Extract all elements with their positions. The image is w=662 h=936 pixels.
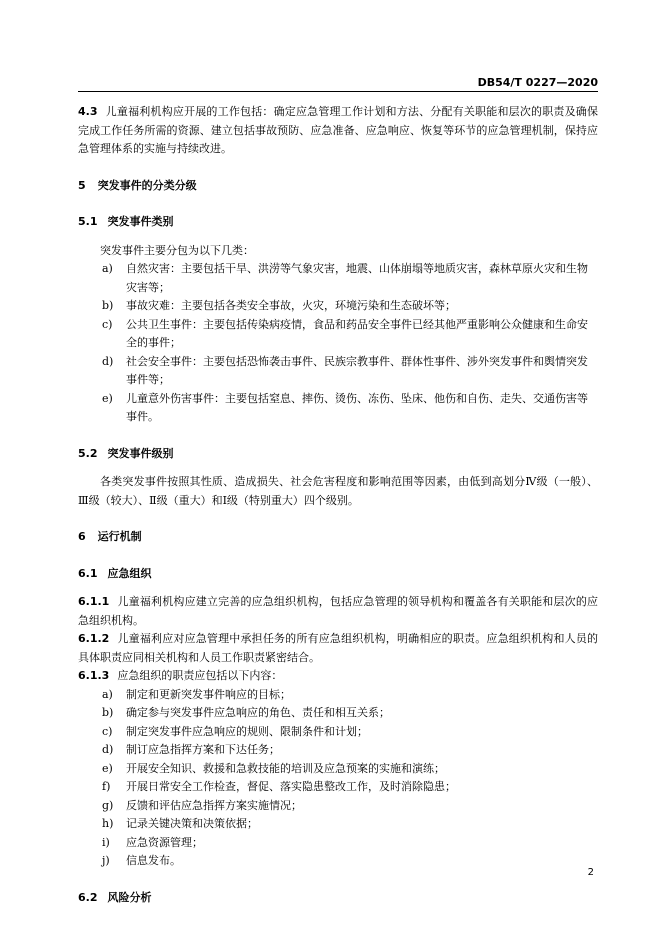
list-marker: d) bbox=[102, 354, 114, 368]
list-item bbox=[78, 760, 598, 779]
list-item-text: 应急资源管理； bbox=[126, 835, 203, 849]
list-item bbox=[78, 778, 598, 797]
list-item-text: 公共卫生事件：主要包括传染病疫情，食品和药品安全事件已经其他严重影响公众健康和生命安全的事件； bbox=[126, 317, 588, 349]
section-title: 应急组织 bbox=[107, 566, 152, 580]
header-rule bbox=[78, 91, 598, 92]
section-number: 5 bbox=[78, 178, 86, 192]
list-item bbox=[78, 741, 598, 760]
section-5-2-heading bbox=[78, 445, 598, 464]
duty-list bbox=[78, 686, 598, 871]
section-5-heading bbox=[78, 177, 598, 196]
section-6-heading bbox=[78, 528, 598, 547]
list-item bbox=[78, 834, 598, 853]
list-marker: j) bbox=[102, 854, 110, 867]
clause-text: 儿童福利机构应开展的工作包括：确定应急管理工作计划和方法、分配有关职能和层次的职责及确保完成工作任务所需的资源、建立包括事故预防、应急准备、应急响应、恢复等环节的应急管理机制，保持应急管理体系的实施与持续改进。 bbox=[78, 105, 598, 155]
list-marker: b) bbox=[102, 299, 114, 312]
clause-number: 4.3 bbox=[78, 105, 98, 118]
page-number: 2 bbox=[587, 867, 594, 878]
list-item-text: 自然灾害：主要包括干旱、洪涝等气象灾害，地震、山体崩塌等地质灾害，森林草原火灾和生物灾害等； bbox=[126, 262, 588, 294]
list-item-text: 儿童意外伤害事件：主要包括窒息、摔伤、烫伤、冻伤、坠床、他伤和自伤、走失、交通伤害等事件。 bbox=[126, 391, 588, 423]
section-6-1-heading bbox=[78, 565, 598, 584]
list-item bbox=[78, 815, 598, 834]
category-list bbox=[78, 260, 598, 427]
clause-text: 儿童福利机构应建立完善的应急组织机构，包括应急管理的领导机构和覆盖各有关职能和层次的应急组织机构。 bbox=[78, 595, 598, 627]
list-marker: a) bbox=[102, 262, 113, 275]
clause-number: 6.1.3 bbox=[78, 669, 110, 682]
list-item bbox=[78, 852, 598, 871]
section-number: 6 bbox=[78, 530, 86, 543]
clause-number: 6.1.2 bbox=[78, 632, 110, 645]
section-5-1-heading bbox=[78, 213, 598, 232]
list-marker: b) bbox=[102, 706, 114, 719]
list-item bbox=[78, 390, 598, 427]
list-item bbox=[78, 297, 598, 316]
list-item bbox=[78, 797, 598, 816]
list-marker: d) bbox=[102, 743, 114, 756]
list-item bbox=[78, 704, 598, 723]
clause-6-1-3 bbox=[78, 667, 598, 686]
section-number: 6.2 bbox=[78, 890, 98, 904]
paragraph: 各类突发事件按照其性质、造成损失、社会危害程度和影响范围等因素，由低到高划分Ⅳ级（一般）、Ⅲ级（较大）、Ⅱ级（重大）和Ⅰ级（特别重大）四个级别。 bbox=[78, 475, 598, 507]
clause-6-1-2 bbox=[78, 630, 598, 667]
list-marker: g) bbox=[102, 798, 114, 812]
list-item bbox=[78, 686, 598, 705]
document-code: DB54/T 0227—2020 bbox=[477, 76, 598, 89]
paragraph: 突发事件主要分包为以下几类： bbox=[100, 243, 254, 257]
list-item bbox=[78, 316, 598, 353]
list-item-text: 事故灾难：主要包括各类安全事故，火灾，环境污染和生态破坏等； bbox=[126, 299, 456, 312]
list-item-text: 制定和更新突发事件响应的目标； bbox=[126, 687, 291, 701]
list-marker: h) bbox=[102, 817, 114, 830]
section-number: 5.1 bbox=[78, 215, 98, 228]
section-title: 突发事件的分类分级 bbox=[97, 178, 197, 192]
list-item-text: 记录关键决策和决策依据； bbox=[126, 817, 258, 830]
clause-6-1-1 bbox=[78, 593, 598, 630]
section-title: 运行机制 bbox=[97, 530, 142, 543]
list-item bbox=[78, 723, 598, 742]
section-number: 5.2 bbox=[78, 446, 98, 460]
clause-text: 儿童福利应对应急管理中承担任务的所有应急组织机构，明确相应的职责。应急组织机构和人员的具体职责应同相关机构和人员工作职责紧密结合。 bbox=[78, 632, 598, 664]
page-content bbox=[78, 103, 598, 917]
section-title: 突发事件级别 bbox=[107, 446, 174, 460]
list-item bbox=[78, 353, 598, 390]
clause-4-3 bbox=[78, 103, 598, 159]
list-item-text: 开展安全知识、救援和急救技能的培训及应急预案的实施和演练； bbox=[126, 761, 445, 775]
list-marker: c) bbox=[102, 724, 113, 738]
section-title: 风险分析 bbox=[107, 890, 152, 904]
list-marker: c) bbox=[102, 317, 113, 331]
list-marker: e) bbox=[102, 391, 113, 405]
list-item-text: 制订应急指挥方案和下达任务； bbox=[126, 743, 280, 756]
list-item-text: 开展日常安全工作检查，督促、落实隐患整改工作，及时消除隐患； bbox=[126, 780, 456, 793]
list-item bbox=[78, 260, 598, 297]
list-item-text: 社会安全事件：主要包括恐怖袭击事件、民族宗教事件、群体性事件、涉外突发事件和舆情突发事件等； bbox=[126, 354, 588, 386]
section-6-2-heading bbox=[78, 889, 598, 908]
list-marker: f) bbox=[102, 780, 111, 793]
list-marker: e) bbox=[102, 761, 113, 775]
list-item-text: 确定参与突发事件应急响应的角色、责任和相互关系； bbox=[126, 706, 390, 719]
clause-number: 6.1.1 bbox=[78, 595, 110, 608]
list-item-text: 信息发布。 bbox=[126, 854, 181, 867]
list-item-text: 制定突发事件应急响应的规则、限制条件和计划； bbox=[126, 724, 368, 738]
list-marker: a) bbox=[102, 687, 113, 701]
section-number: 6.1 bbox=[78, 566, 98, 580]
list-item-text: 反馈和评估应急指挥方案实施情况； bbox=[126, 798, 302, 812]
list-marker: i) bbox=[102, 835, 110, 849]
section-title: 突发事件类别 bbox=[107, 215, 174, 228]
clause-text: 应急组织的职责应包括以下内容： bbox=[117, 669, 283, 682]
